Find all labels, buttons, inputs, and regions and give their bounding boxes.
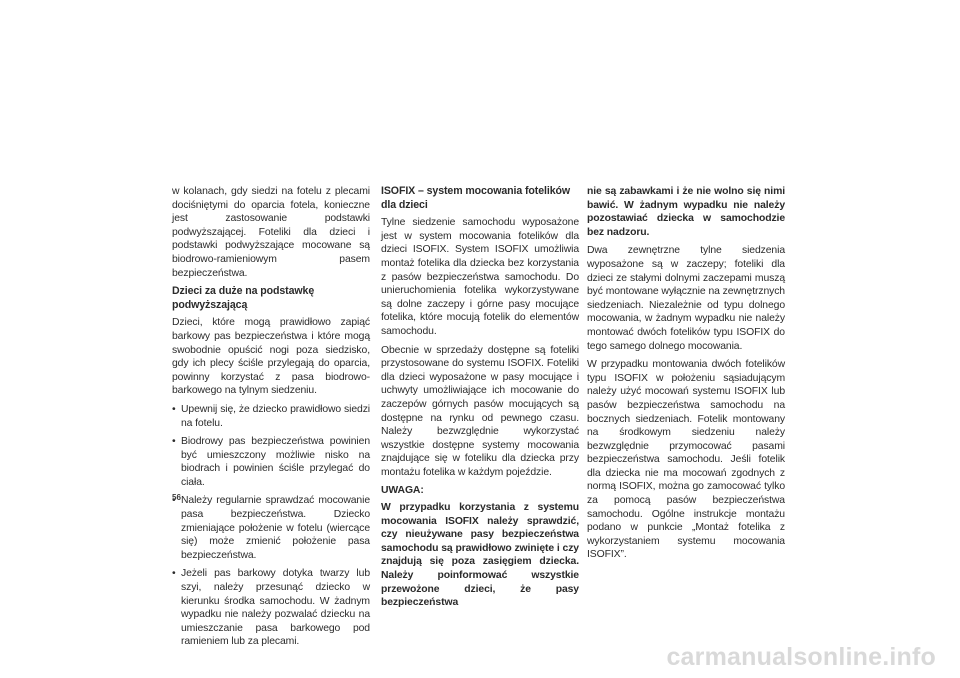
warning-text: nie są zabawkami i że nie wolno się nimi bawić. W żadnym wypadku nie należy pozostawiać dziecka w samochodzie bez nadzoru.	[587, 186, 785, 238]
paragraph: Tylne siedzenie samochodu wyposażone jest w system mocowania fotelików dla dzieci ISOFIX. System ISOFIX umożliwia montaż fotelika dla dziecka bez korzystania z pasów bezpieczeństwa samochodu. Do unieruchomienia fotelika wykorzystywane są dolne zaczepy i górne pasy mocujące fotelika, które mocują fotelik do elementów samochodu.	[381, 217, 579, 337]
list-item: • Jeżeli pas barkowy dotyka twarzy lub szyi, należy przesunąć dziecko w kierunku środka samochodu. W żadnym wypadku nie należy pozwalać dziecku na umieszczanie pasa barkowego pod ramieniem lub za plecami.	[172, 567, 370, 649]
paragraph: Obecnie w sprzedaży dostępne są foteliki przystosowane do systemu ISOFIX. Foteliki dla dzieci wyposażone w pasy mocujące i uchwyty umożliwiające ich mocowanie do zaczepów górnych pasów mocujących są dostępne na rynku od pewnego czasu. Należy bezwzględnie wykorzystać wszystkie dostępne systemy mocowania znajdujące się w foteliku dla dziecka przy montażu fotelika w każdym pojeździe.	[381, 344, 579, 478]
list-item: • Należy regularnie sprawdzać mocowanie pasa bezpieczeństwa. Dziecko zmieniające położenie w fotelu (wiercące się) może zmienić położenie pasa bezpieczeństwa.	[172, 494, 370, 562]
warning-text: W przypadku korzystania z systemu mocowania ISOFIX należy sprawdzić, czy nieużywane pasy bezpieczeństwa samochodu są prawidłowo zwinięte i czy znajdują się poza zasięgiem dziecka. Należy poinformować wszystkie przewożone dzieci, że pasy bezpieczeństwa	[381, 502, 579, 609]
paragraph: Dwa zewnętrzne tylne siedzenia wyposażone są w zaczepy; foteliki dla dzieci ze stałymi dolnymi zaczepami muszą być montowane wyłącznie na zewnętrznych siedzeniach. Niezależnie od typu dolnego mocowania, w żadnym wypadku nie należy montować dwóch fotelików typu ISOFIX do tego samego dolnego mocowania.	[587, 245, 785, 352]
page-number: 56	[172, 493, 181, 502]
section-heading: Dzieci za duże na podstawkę podwyższającą	[172, 285, 315, 311]
paragraph: w kolanach, gdy siedzi na fotelu z plecami dociśniętymi do oparcia fotela, konieczne jest zastosowanie podstawki podwyższającej. Foteliki dla dzieci i podstawki podwyższające mocowane są biodrowo-ramieniowym pasem bezpieczeństwa.	[172, 186, 370, 279]
list-item: • Biodrowy pas bezpieczeństwa powinien być umieszczony możliwie nisko na biodrach i powinien ściśle przylegać do ciała.	[172, 435, 370, 489]
watermark: carmanualsonline.info	[666, 643, 936, 671]
section-heading: ISOFIX – system mocowania fotelików dla dzieci	[381, 185, 571, 211]
paragraph: W przypadku montowania dwóch fotelików typu ISOFIX w położeniu sąsiadującym należy użyć mocowań systemu ISOFIX lub pasów bezpieczeństwa samochodu na bocznych siedzeniach. Fotelik montowany na środkowym siedzeniu należy bezwzględnie przymocować pasami bezpieczeństwa samochodu. Jeśli fotelik dla dziecka nie ma mocowań zgodnych z normą ISOFIX, można go zamocować tylko za pomocą pasów bezpieczeństwa samochodu. Ogólne instrukcje montażu podano w punkcie „Montaż fotelika z wykorzystaniem systemu mocowania ISOFIX”.	[587, 359, 785, 561]
list-item: • Upewnij się, że dziecko prawidłowo siedzi na fotelu.	[172, 403, 370, 430]
text-column-middle	[381, 185, 579, 615]
warning-heading: UWAGA:	[381, 485, 424, 497]
paragraph: Dzieci, które mogą prawidłowo zapiąć barkowy pas bezpieczeństwa i które mogą swobodnie opuścić nogi poza siedzisko, gdy ich plecy ściśle przylegają do oparcia, powinny korzystać z pasa biodrowo-barkowego na tylnym siedzeniu.	[172, 317, 370, 397]
text-column-left	[172, 185, 370, 654]
text-column-right	[587, 185, 785, 567]
bullet-list	[172, 403, 370, 649]
